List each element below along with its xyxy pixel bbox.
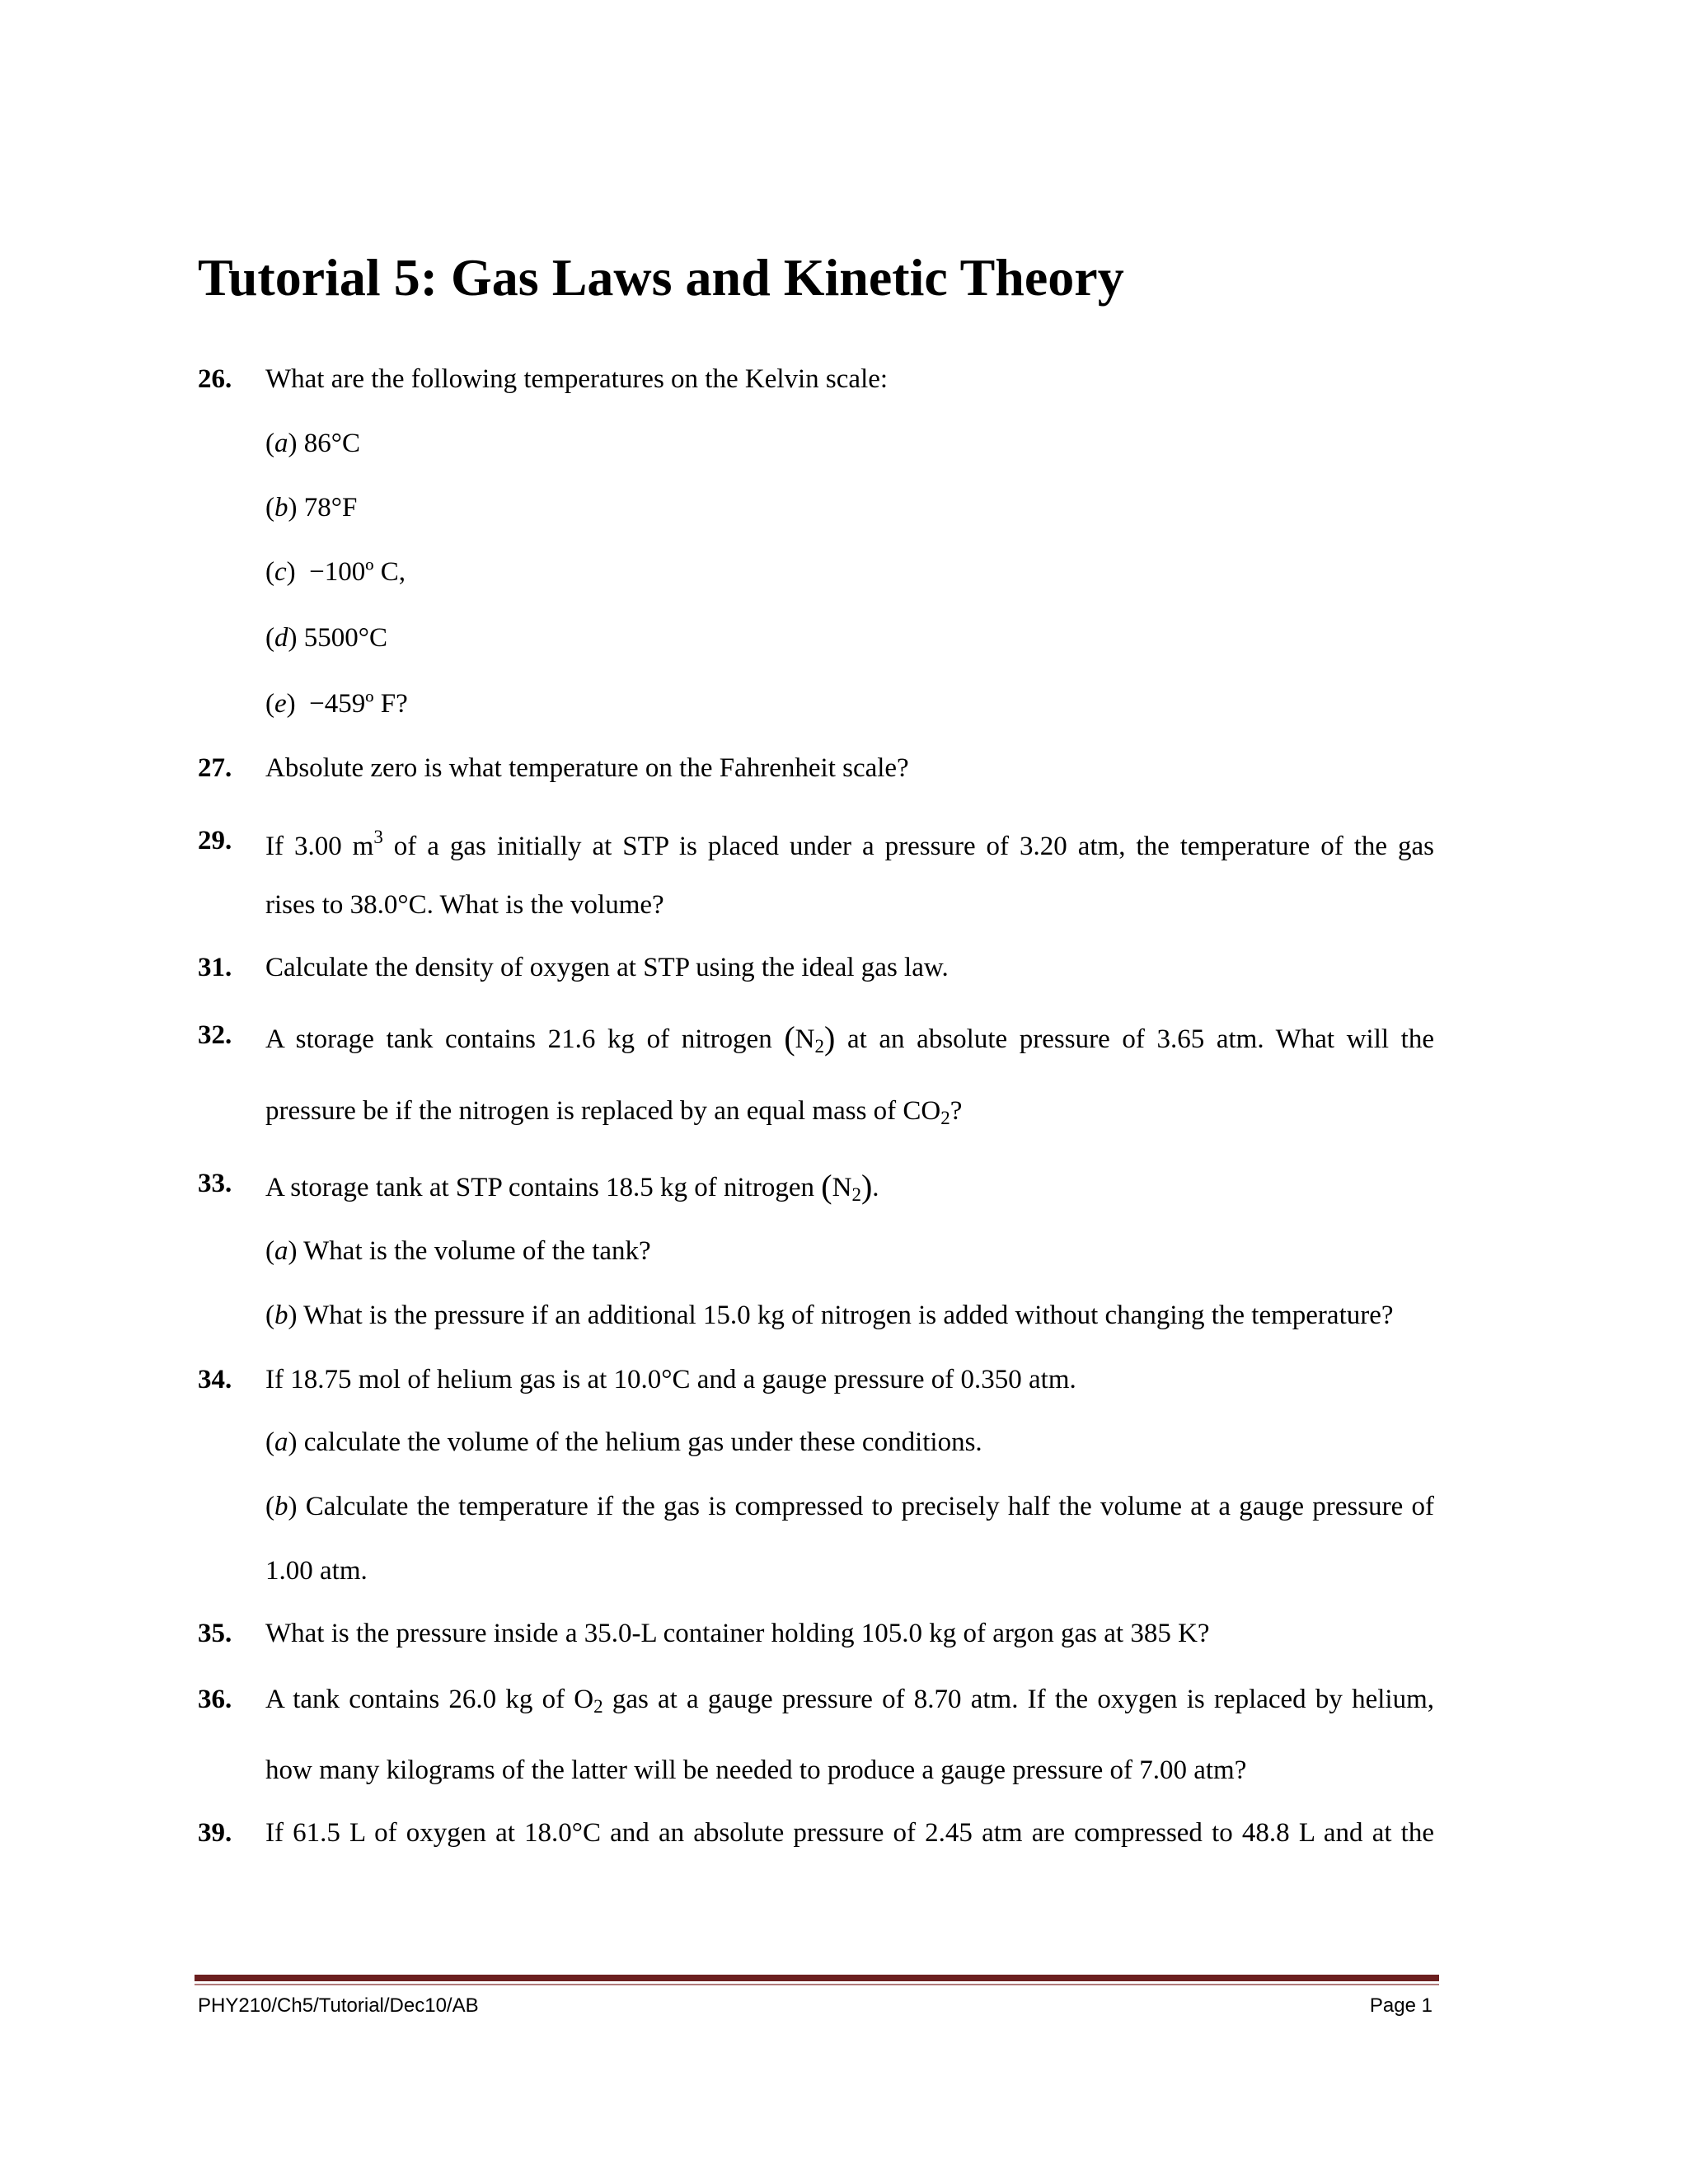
question-text: If 3.00 $m^3$ of a gas initially at STP is placed under a pressure of 3.20 atm, the temperature of the gas	[265, 827, 1434, 861]
question-33-part-a: (a) What is the volume of the tank?	[265, 1236, 651, 1266]
question-number: 29.	[198, 826, 232, 855]
question-36-line-2: how many kilograms of the latter will be needed to produce a gauge pressure of 7.00 atm?	[265, 1755, 1247, 1785]
question-26-part-c: (c) −100º C,	[265, 557, 406, 587]
footer-course-code: PHY210/Ch5/Tutorial/Dec10/AB	[198, 1994, 479, 2017]
question-26-part-a: (a) 86°C	[265, 429, 360, 458]
footer-rule-thin	[195, 1984, 1439, 1985]
question-text: A tank contains 26.0 kg of $O_2$ gas at a gauge pressure of 8.70 atm. If the oxygen is replaced by helium,	[265, 1685, 1435, 1717]
question-29-line-2: rises to 38.0°C. What is the volume?	[265, 890, 664, 920]
footer-rule-thick	[195, 1975, 1439, 1981]
question-34-part-b-line-2: 1.00 atm.	[265, 1556, 368, 1586]
footer-page-number: Page 1	[1369, 1994, 1432, 2017]
question-text: If 18.75 mol of helium gas is at 10.0°C and a gauge pressure of 0.350 atm.	[265, 1365, 1076, 1394]
question-34-part-a: (a) calculate the volume of the helium gas under these conditions.	[265, 1427, 982, 1457]
question-text: Absolute zero is what temperature on the Fahrenheit scale?	[265, 753, 909, 783]
question-text: If 61.5 L of oxygen at 18.0°C and an absolute pressure of 2.45 atm are compressed to 48.8 L and at the	[265, 1818, 1434, 1848]
question-number: 35.	[198, 1619, 232, 1648]
question-text: Calculate the density of oxygen at STP using the ideal gas law.	[265, 953, 949, 982]
question-number: 39.	[198, 1818, 232, 1848]
question-number: 32.	[198, 1020, 232, 1050]
question-33-part-b: (b) What is the pressure if an additional 15.0 kg of nitrogen is added without changing the temperature?	[265, 1301, 1394, 1330]
question-text: A storage tank contains 21.6 kg of nitrogen $(N_2)$ at an absolute pressure of 3.65 atm. What will the	[265, 1019, 1434, 1057]
page-title: Tutorial 5: Gas Laws and Kinetic Theory	[198, 248, 1124, 307]
question-32-line-2: pressure be if the nitrogen is replaced by an equal mass of $CO_2$?	[265, 1096, 963, 1128]
question-number: 26.	[198, 364, 232, 394]
question-text: A storage tank at STP contains 18.5 kg of nitrogen $(N_2)$.	[265, 1168, 879, 1205]
question-26-part-d: (d) 5500°C	[265, 623, 387, 653]
question-34-part-b: (b) Calculate the temperature if the gas is compressed to precisely half the volume at a gauge pressure of	[265, 1492, 1434, 1521]
question-26-part-e: (e) −459º F?	[265, 689, 408, 719]
question-text: What is the pressure inside a 35.0-L container holding 105.0 kg of argon gas at 385 K?	[265, 1619, 1210, 1648]
question-number: 33.	[198, 1169, 232, 1198]
question-26-part-b: (b) 78°F	[265, 493, 358, 523]
question-number: 34.	[198, 1365, 232, 1394]
question-text: What are the following temperatures on the Kelvin scale:	[265, 364, 889, 394]
question-number: 31.	[198, 953, 232, 982]
question-number: 27.	[198, 753, 232, 783]
question-number: 36.	[198, 1685, 232, 1714]
